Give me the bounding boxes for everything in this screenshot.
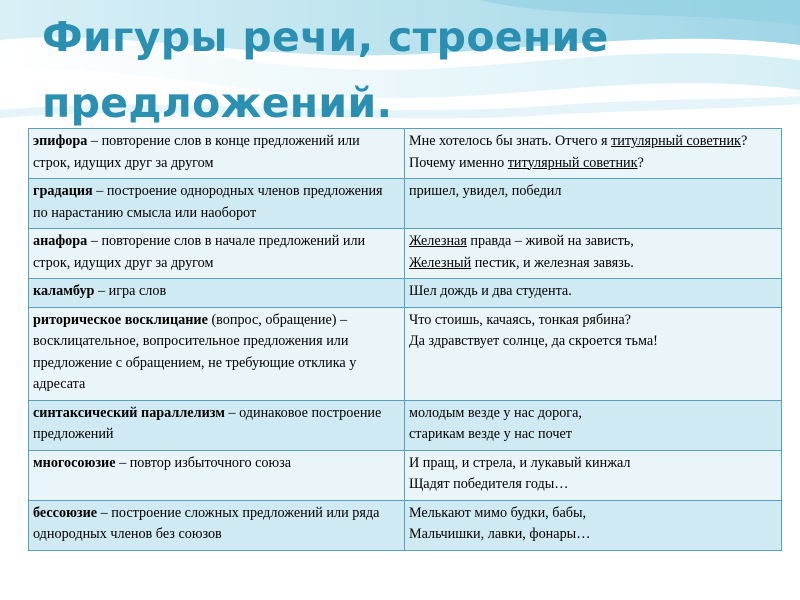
table-row-asyndeton bbox=[29, 500, 782, 550]
definition-cell bbox=[29, 400, 405, 450]
slide-title-line-1: Фигуры речи, строение bbox=[42, 13, 609, 61]
example-line: Да здравствует солнце, да скроется тьма! bbox=[409, 333, 658, 349]
term-label: эпифора bbox=[33, 133, 88, 149]
example-text: ? bbox=[637, 154, 644, 171]
term-label: анафора bbox=[33, 233, 88, 249]
example-cell bbox=[405, 450, 782, 500]
example-line: молодым везде у нас дорога, bbox=[409, 404, 582, 421]
definition-text: – повторение слов в конце предложений или строк, идущих друг за другом bbox=[33, 133, 360, 171]
definition-text: – повторение слов в начале предложений или строк, идущих друг за другом bbox=[33, 233, 366, 271]
table-row-syntactic-parallelism bbox=[29, 400, 782, 450]
example-cell bbox=[405, 229, 782, 279]
table-row-anaphora bbox=[29, 229, 782, 279]
example-line bbox=[409, 231, 777, 253]
example-cell bbox=[405, 179, 782, 229]
definition-cell bbox=[29, 179, 405, 229]
slide-title bbox=[42, 4, 782, 136]
definition-text: – одинаковое построение предложений bbox=[33, 404, 382, 442]
example-text: пришел, увидел, победил bbox=[409, 183, 562, 199]
definition-cell bbox=[29, 279, 405, 308]
example-text: ? Почему именно bbox=[409, 133, 748, 171]
example-text: Шел дождь и два студента. bbox=[409, 283, 572, 299]
example-cell bbox=[405, 307, 782, 400]
definition-cell bbox=[29, 450, 405, 500]
example-underlined-text: Железная bbox=[409, 233, 467, 249]
definition-text: (вопрос, обращение) – восклицательное, вопросительное предложения или предложение с обращением, не требующие отклика у адресата bbox=[33, 311, 357, 392]
table-row-gradation bbox=[29, 179, 782, 229]
term-label: многосоюзие bbox=[33, 454, 116, 471]
definition-text: – игра слов bbox=[94, 283, 167, 299]
figures-of-speech-table bbox=[28, 128, 782, 551]
slide-title-line-2: предложений. bbox=[42, 79, 393, 127]
example-line: старикам везде у нас почет bbox=[409, 426, 572, 442]
definition-cell bbox=[29, 229, 405, 279]
example-text: правда – живой на зависть, bbox=[466, 233, 634, 249]
term-label: риторическое восклицание bbox=[33, 311, 208, 328]
definition-text: – построение однородных членов предложения по нарастанию смысла или наоборот bbox=[33, 183, 383, 221]
definition-cell bbox=[29, 307, 405, 400]
term-label: синтаксический параллелизм bbox=[33, 404, 225, 421]
example-underlined-text: титулярный советник bbox=[611, 133, 741, 149]
example-line: Что стоишь, качаясь, тонкая рябина? bbox=[409, 311, 631, 328]
example-line: Мальчишки, лавки, фонары… bbox=[409, 526, 591, 542]
term-label: бессоюзие bbox=[33, 504, 98, 521]
definition-text: – построение сложных предложений или ряда однородных членов без союзов bbox=[33, 504, 380, 542]
example-line: Щадят победителя годы… bbox=[409, 476, 569, 492]
example-cell bbox=[405, 500, 782, 550]
term-label: градация bbox=[33, 183, 93, 199]
term-label: каламбур bbox=[33, 283, 95, 299]
example-cell bbox=[405, 400, 782, 450]
definition-cell bbox=[29, 129, 405, 179]
example-underlined-text: титулярный советник bbox=[507, 154, 638, 171]
example-line: И пращ, и стрела, и лукавый кинжал bbox=[409, 454, 631, 471]
table-row-rhetorical-exclamation bbox=[29, 307, 782, 400]
example-cell bbox=[405, 279, 782, 308]
definition-text: – повтор избыточного союза bbox=[115, 454, 292, 471]
example-text: Мне хотелось бы знать. Отчего я bbox=[409, 133, 612, 149]
example-line bbox=[409, 253, 777, 275]
table-row-polysyndeton bbox=[29, 450, 782, 500]
example-line: Мелькают мимо будки, бабы, bbox=[409, 504, 587, 521]
example-underlined-text: Железный bbox=[409, 254, 472, 271]
example-cell bbox=[405, 129, 782, 179]
table-row-pun bbox=[29, 279, 782, 308]
definition-cell bbox=[29, 500, 405, 550]
example-text: пестик, и железная завязь. bbox=[471, 254, 634, 271]
table-row-epiphora bbox=[29, 129, 782, 179]
